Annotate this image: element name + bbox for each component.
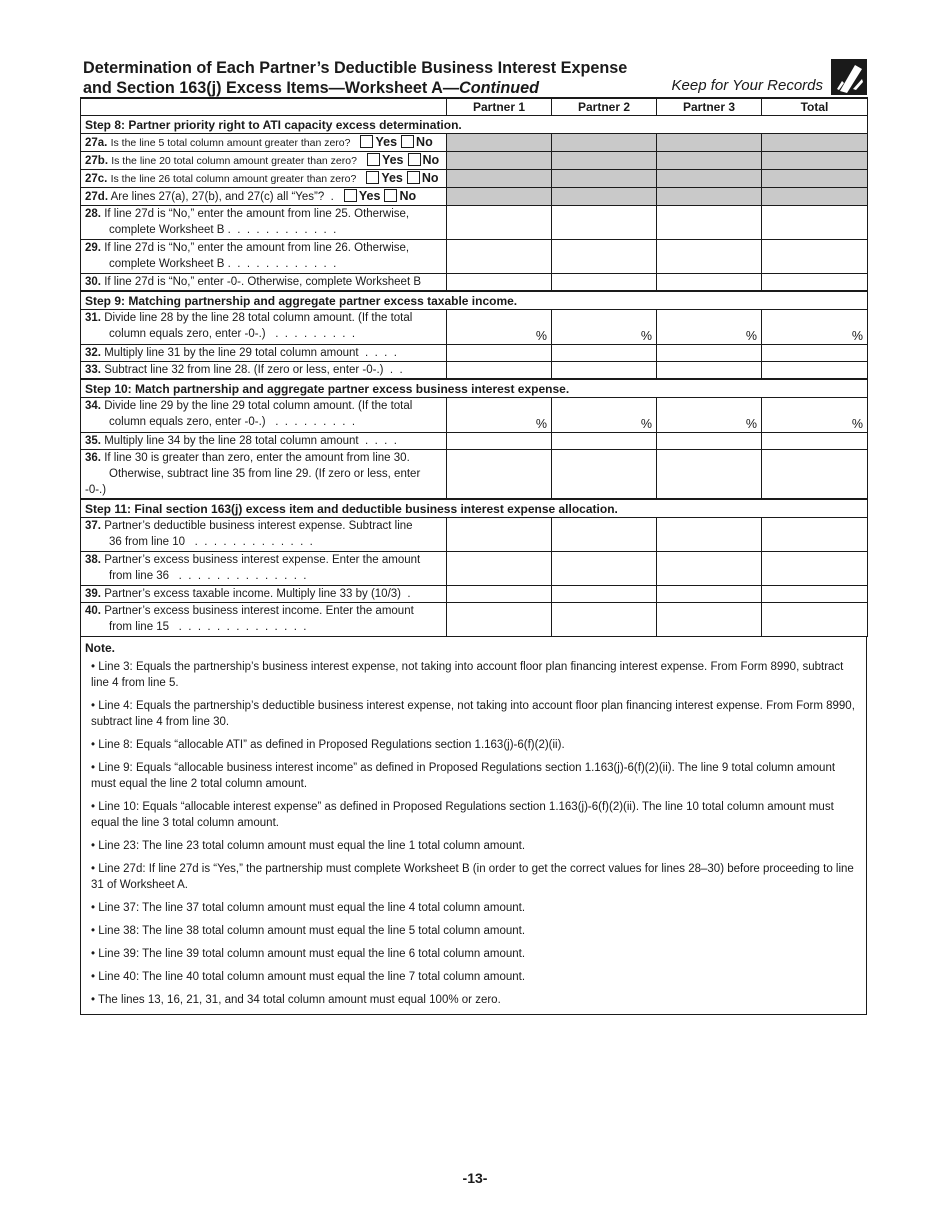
entry-cell[interactable] — [447, 552, 552, 586]
entry-cell[interactable] — [657, 206, 762, 240]
entry-cell[interactable] — [552, 433, 657, 450]
percent-cell[interactable]: % — [762, 398, 868, 433]
entry-cell[interactable] — [762, 552, 868, 586]
line-30: 30. If line 27d is “No,” enter -0-. Otherwise, complete Worksheet B — [81, 274, 868, 292]
note-item: • Line 39: The line 39 total column amount must equal the line 6 total column amount. — [91, 948, 526, 960]
col-partner-3: Partner 3 — [657, 98, 762, 116]
entry-cell[interactable] — [762, 603, 868, 637]
entry-cell[interactable] — [552, 518, 657, 552]
entry-cell[interactable] — [762, 450, 868, 500]
entry-cell[interactable] — [657, 603, 762, 637]
entry-cell[interactable] — [447, 362, 552, 380]
entry-cell[interactable] — [657, 274, 762, 292]
percent-cell[interactable]: % — [657, 398, 762, 433]
no-checkbox[interactable] — [384, 189, 397, 202]
note-item: • The lines 13, 16, 21, 31, and 34 total column amount must equal 100% or zero. — [91, 994, 501, 1006]
col-partner-2: Partner 2 — [552, 98, 657, 116]
percent-cell[interactable]: % — [552, 310, 657, 345]
no-checkbox[interactable] — [408, 153, 421, 166]
entry-cell[interactable] — [447, 603, 552, 637]
entry-cell[interactable] — [552, 345, 657, 362]
entry-cell[interactable] — [552, 362, 657, 380]
entry-cell[interactable] — [552, 240, 657, 274]
entry-cell[interactable] — [762, 586, 868, 603]
step-11-header: Step 11: Final section 163(j) excess item and deductible business interest expense allocation. — [81, 499, 868, 518]
entry-cell[interactable] — [447, 586, 552, 603]
percent-cell[interactable]: % — [447, 310, 552, 345]
header — [80, 56, 867, 97]
entry-cell[interactable] — [762, 206, 868, 240]
entry-cell[interactable] — [762, 362, 868, 380]
entry-cell[interactable] — [762, 433, 868, 450]
entry-cell[interactable] — [657, 362, 762, 380]
entry-cell[interactable] — [552, 206, 657, 240]
col-partner-1: Partner 1 — [447, 98, 552, 116]
note-item: • Line 37: The line 37 total column amount must equal the line 4 total column amount. — [91, 902, 526, 914]
yes-checkbox[interactable] — [366, 171, 379, 184]
entry-cell[interactable] — [447, 345, 552, 362]
line-36: 36. If line 30 is greater than zero, enter the amount from line 30. Otherwise, subtract line 35 from line 29. (If zero or less, enter -0-.) — [81, 450, 868, 500]
page-title: Determination of Each Partner’s Deductible Business Interest Expense and Section 163(j) Excess Items—Worksheet A—Continued — [83, 59, 628, 97]
entry-cell[interactable] — [657, 345, 762, 362]
note-item: • Line 40: The line 40 total column amount must equal the line 7 total column amount. — [91, 971, 526, 983]
entry-cell[interactable] — [447, 433, 552, 450]
entry-cell[interactable] — [657, 240, 762, 274]
line-34: 34. Divide line 29 by the line 29 total column amount. (If the total column equals zero, enter -0-.) . . . . . . . . . % % % % — [81, 398, 868, 433]
no-checkbox[interactable] — [401, 135, 414, 148]
page-number: -13- — [462, 1170, 488, 1186]
entry-cell[interactable] — [447, 274, 552, 292]
note-item: • Line 4: Equals the partnership’s deductible business interest expense, not taking into account floor plan financing interest expense. From Form 8990, subtract line 4 from line 30. — [91, 700, 855, 728]
entry-cell[interactable] — [552, 586, 657, 603]
entry-cell[interactable] — [447, 206, 552, 240]
col-total: Total — [762, 98, 868, 116]
yes-checkbox[interactable] — [344, 189, 357, 202]
note-item: • Line 9: Equals “allocable business interest income” as defined in Proposed Regulations section 1.163(j)-6(f)(2)(ii). The line 9 total column amount must equal the line 2 total column amount. — [91, 762, 836, 790]
note-item: • Line 3: Equals the partnership’s business interest expense, not taking into account floor plan financing interest expense. From Form 8990, subtract line 4 from line 5. — [91, 661, 844, 689]
column-header-row — [81, 98, 868, 116]
line-29: 29. If line 27d is “No,” enter the amount from line 26. Otherwise, complete Worksheet B . . . . . . . . . . . . — [81, 240, 868, 274]
step-10-header: Step 10: Match partnership and aggregate partner excess business interest expense. — [81, 379, 868, 398]
no-checkbox[interactable] — [407, 171, 420, 184]
line-33: 33. Subtract line 32 from line 28. (If zero or less, enter -0-.) . . — [81, 362, 868, 380]
note-item: • Line 8: Equals “allocable ATI” as defined in Proposed Regulations section 1.163(j)-6(f)(2)(ii). — [91, 739, 565, 751]
note-item: • Line 10: Equals “allocable interest expense” as defined in Proposed Regulations section 1.163(j)-6(f)(2)(ii). The line 10 total column amount must equal the line 3 total column amount. — [91, 801, 834, 829]
line-38: 38. Partner’s excess business interest expense. Enter the amount from line 36 . . . . . . . . . . . . . . — [81, 552, 868, 586]
keep-records-icon — [831, 59, 867, 95]
line-27d: 27d. Are lines 27(a), 27(b), and 27(c) all “Yes”? . Yes No — [81, 188, 868, 206]
yes-checkbox[interactable] — [360, 135, 373, 148]
step-9-header: Step 9: Matching partnership and aggregate partner excess taxable income. — [81, 291, 868, 310]
line-39: 39. Partner’s excess taxable income. Multiply line 33 by (10/3) . — [81, 586, 868, 603]
note-item: • Line 38: The line 38 total column amount must equal the line 5 total column amount. — [91, 925, 526, 937]
entry-cell[interactable] — [552, 450, 657, 500]
line-35: 35. Multiply line 34 by the line 28 total column amount . . . . — [81, 433, 868, 450]
entry-cell[interactable] — [657, 433, 762, 450]
entry-cell[interactable] — [657, 586, 762, 603]
percent-cell[interactable]: % — [762, 310, 868, 345]
percent-cell[interactable]: % — [447, 398, 552, 433]
worksheet-page — [80, 56, 867, 1015]
line-27a: 27a. Is the line 5 total column amount greater than zero? Yes No — [81, 134, 868, 152]
percent-cell[interactable]: % — [657, 310, 762, 345]
line-32: 32. Multiply line 31 by the line 29 total column amount . . . . — [81, 345, 868, 362]
entry-cell[interactable] — [762, 274, 868, 292]
entry-cell[interactable] — [762, 345, 868, 362]
yes-checkbox[interactable] — [367, 153, 380, 166]
percent-cell[interactable]: % — [552, 398, 657, 433]
entry-cell[interactable] — [447, 518, 552, 552]
note-item: • Line 27d: If line 27d is “Yes,” the partnership must complete Worksheet B (in order to get the correct values for lines 28–30) before proceeding to line 31 of Worksheet A. — [91, 863, 854, 891]
note-heading: Note. — [85, 641, 115, 655]
line-37: 37. Partner’s deductible business interest expense. Subtract line 36 from line 10 . . . . . . . . . . . . . — [81, 518, 868, 552]
note-item: • Line 23: The line 23 total column amount must equal the line 1 total column amount. — [91, 840, 526, 852]
keep-for-records-label: Keep for Your Records — [671, 77, 823, 94]
note-section — [80, 637, 867, 1015]
step-8-header: Step 8: Partner priority right to ATI capacity excess determination. — [81, 116, 868, 134]
line-28: 28. If line 27d is “No,” enter the amount from line 25. Otherwise, complete Worksheet B . . . . . . . . . . . . — [81, 206, 868, 240]
entry-cell[interactable] — [657, 552, 762, 586]
entry-cell[interactable] — [552, 552, 657, 586]
entry-cell[interactable] — [552, 274, 657, 292]
entry-cell[interactable] — [657, 450, 762, 500]
line-27b: 27b. Is the line 20 total column amount greater than zero? Yes No — [81, 152, 868, 170]
entry-cell[interactable] — [552, 603, 657, 637]
entry-cell[interactable] — [447, 240, 552, 274]
line-40: 40. Partner’s excess business interest income. Enter the amount from line 15 . . . . . . . . . . . . . . — [81, 603, 868, 637]
worksheet-table — [80, 97, 868, 637]
entry-cell[interactable] — [762, 518, 868, 552]
entry-cell[interactable] — [657, 518, 762, 552]
line-31: 31. Divide line 28 by the line 28 total column amount. (If the total column equals zero, enter -0-.) . . . . . . . . . % % % % — [81, 310, 868, 345]
entry-cell[interactable] — [762, 240, 868, 274]
entry-cell[interactable] — [447, 450, 552, 500]
line-27c: 27c. Is the line 26 total column amount greater than zero? Yes No — [81, 170, 868, 188]
